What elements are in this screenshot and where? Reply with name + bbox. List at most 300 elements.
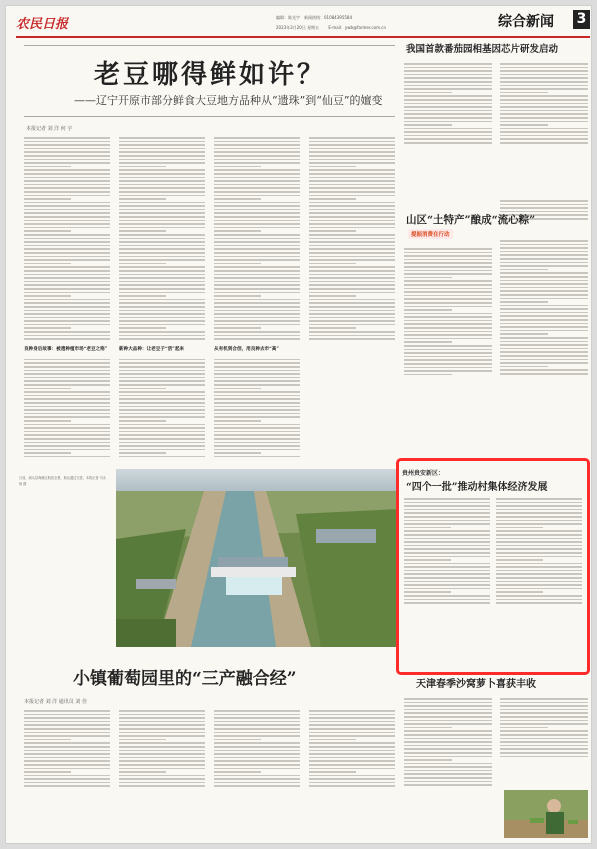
text-line — [214, 205, 300, 207]
text-line — [500, 741, 588, 743]
text-line — [309, 775, 395, 777]
text-line — [24, 724, 110, 726]
text-line — [119, 191, 205, 193]
text-line — [500, 251, 588, 253]
text-line — [24, 710, 110, 712]
lead-subhead-2: 新种大品种：让老豆子“活”起来 — [119, 346, 185, 352]
text-line — [119, 148, 205, 150]
text-line — [500, 240, 588, 242]
text-line — [309, 245, 395, 247]
text-line — [404, 784, 492, 786]
text-line — [214, 395, 300, 397]
text-line — [119, 714, 205, 716]
text-line — [214, 324, 300, 326]
body-text — [404, 248, 492, 375]
text-line — [24, 370, 110, 372]
text-line — [119, 263, 166, 265]
text-line — [404, 128, 492, 130]
text-line — [500, 276, 588, 278]
chip-column-1 — [404, 61, 492, 191]
text-line — [24, 764, 110, 766]
text-line — [404, 288, 492, 290]
text-line — [309, 327, 356, 329]
text-line — [500, 723, 588, 725]
tianjin-column-2 — [500, 696, 588, 796]
text-line — [119, 209, 205, 211]
text-line — [214, 169, 300, 171]
text-line — [404, 723, 492, 725]
text-line — [24, 173, 110, 175]
text-line — [404, 756, 492, 758]
text-line — [119, 391, 205, 393]
text-line — [24, 155, 110, 157]
canal-aerial-photo — [116, 469, 399, 647]
text-line — [500, 716, 588, 718]
text-line — [24, 259, 110, 261]
text-line — [500, 63, 588, 65]
masthead-email: E-mail：ywb@farmer.com.cn — [328, 25, 386, 30]
text-line — [24, 377, 110, 379]
text-line — [309, 277, 395, 279]
text-line — [500, 254, 588, 256]
tianjin-column-1 — [404, 696, 492, 838]
text-line — [309, 184, 395, 186]
text-line — [309, 335, 395, 337]
body-text — [500, 240, 588, 375]
text-line — [500, 110, 588, 112]
text-line — [214, 739, 261, 741]
text-line — [119, 427, 205, 429]
text-line — [309, 728, 395, 730]
text-line — [309, 281, 395, 283]
text-line — [500, 330, 588, 332]
text-line — [119, 377, 205, 379]
text-line — [404, 99, 492, 101]
text-line — [214, 735, 300, 737]
text-line — [214, 714, 300, 716]
mountain-title: 山区“土特产”酿成“流心粽” — [406, 214, 536, 226]
text-line — [24, 409, 110, 411]
text-line — [309, 313, 395, 315]
text-line — [500, 301, 548, 303]
text-line — [214, 137, 300, 139]
text-line — [214, 380, 300, 382]
text-line — [214, 274, 300, 276]
tianjin-article — [404, 678, 590, 840]
text-line — [214, 409, 300, 411]
text-line — [119, 284, 205, 286]
text-line — [500, 712, 588, 714]
text-line — [214, 728, 300, 730]
text-line — [119, 252, 205, 254]
text-line — [309, 177, 395, 179]
text-line — [214, 284, 300, 286]
lead-title: 老豆哪得鲜如许？ — [94, 60, 327, 90]
text-line — [404, 298, 492, 300]
text-line — [500, 720, 588, 722]
text-line — [404, 712, 492, 714]
text-line — [24, 768, 110, 770]
text-line — [404, 327, 492, 329]
text-line — [214, 445, 300, 447]
text-line — [309, 155, 395, 157]
text-line — [24, 212, 110, 214]
text-line — [404, 316, 492, 318]
text-line — [500, 702, 588, 704]
text-line — [24, 184, 110, 186]
text-line — [309, 270, 395, 272]
text-line — [404, 356, 492, 358]
text-line — [119, 445, 205, 447]
text-line — [24, 384, 110, 386]
body-text — [500, 698, 588, 757]
text-line — [24, 177, 110, 179]
text-line — [24, 760, 110, 762]
photo-caption: 日前，洞头县海港区航拍全景，航运通过完善。本报记者 马永桢 摄 — [19, 476, 107, 486]
text-line — [500, 344, 588, 346]
text-line — [404, 138, 492, 140]
text-line — [309, 159, 395, 161]
text-line — [119, 313, 205, 315]
text-line — [24, 402, 110, 404]
text-line — [214, 331, 300, 333]
text-line — [214, 753, 300, 755]
text-line — [24, 434, 110, 436]
text-line — [119, 327, 166, 329]
text-line — [309, 205, 395, 207]
text-line — [500, 207, 588, 209]
text-line — [24, 445, 110, 447]
text-line — [500, 81, 588, 83]
text-line — [309, 739, 356, 741]
text-line — [404, 270, 492, 272]
text-line — [24, 778, 110, 780]
text-line — [24, 159, 110, 161]
text-line — [404, 252, 492, 254]
section-name: 综合新闻 — [498, 14, 554, 30]
text-line — [404, 295, 492, 297]
text-line — [309, 746, 395, 748]
text-line — [24, 180, 110, 182]
text-line — [500, 204, 588, 206]
text-line — [24, 162, 110, 164]
bottom-article — [18, 656, 401, 841]
text-line — [309, 753, 395, 755]
text-line — [119, 434, 205, 436]
text-line — [500, 734, 588, 736]
text-line — [309, 169, 395, 171]
text-line — [119, 310, 205, 312]
text-line — [119, 270, 205, 272]
text-line — [309, 187, 395, 189]
text-line — [404, 63, 492, 65]
text-line — [119, 223, 205, 225]
text-line — [500, 745, 588, 747]
text-line — [214, 338, 300, 340]
text-line — [214, 245, 300, 247]
text-line — [24, 256, 110, 258]
text-line — [500, 351, 588, 353]
text-line — [500, 106, 588, 108]
mountain-article — [404, 198, 590, 453]
text-line — [309, 284, 395, 286]
text-line — [404, 734, 492, 736]
text-line — [404, 81, 492, 83]
text-line — [214, 227, 300, 229]
text-line — [119, 753, 205, 755]
text-line — [119, 760, 205, 762]
text-line — [309, 764, 395, 766]
text-line — [24, 238, 110, 240]
text-line — [24, 317, 110, 319]
text-line — [214, 310, 300, 312]
text-line — [24, 398, 110, 400]
text-line — [24, 169, 110, 171]
text-line — [119, 169, 205, 171]
text-line — [309, 306, 395, 308]
text-line — [119, 380, 205, 382]
text-line — [404, 255, 492, 257]
text-line — [309, 310, 395, 312]
text-line — [24, 216, 110, 218]
text-line — [500, 200, 588, 202]
text-line — [119, 195, 205, 197]
text-line — [24, 306, 110, 308]
text-line — [309, 137, 395, 139]
text-line — [500, 290, 588, 292]
text-line — [500, 280, 588, 282]
text-line — [24, 288, 110, 290]
text-line — [404, 113, 492, 115]
text-line — [119, 162, 205, 164]
lead-article — [18, 43, 401, 463]
body-text — [309, 137, 395, 340]
text-line — [404, 338, 492, 340]
text-line — [309, 252, 395, 254]
text-line — [404, 766, 492, 768]
lead-byline: 本报记者 刘 洋 何 宇 — [26, 126, 73, 132]
text-line — [24, 245, 110, 247]
text-line — [500, 142, 588, 144]
text-line — [214, 760, 300, 762]
text-line — [24, 449, 110, 451]
text-line — [214, 180, 300, 182]
body-text — [214, 359, 300, 457]
text-line — [214, 159, 300, 161]
text-line — [309, 266, 395, 268]
bottom-column-4 — [309, 708, 395, 836]
masthead-date — [276, 25, 386, 31]
text-line — [24, 373, 110, 375]
text-line — [119, 144, 205, 146]
text-line — [309, 227, 395, 229]
text-line — [119, 431, 205, 433]
text-line — [24, 728, 110, 730]
text-line — [500, 359, 588, 361]
text-line — [214, 721, 300, 723]
text-line — [214, 370, 300, 372]
text-line — [214, 420, 261, 422]
text-line — [309, 263, 356, 265]
text-line — [214, 431, 300, 433]
text-line — [119, 359, 205, 361]
text-line — [119, 141, 205, 143]
text-line — [119, 424, 205, 426]
text-line — [309, 710, 395, 712]
text-line — [119, 256, 205, 258]
text-line — [214, 259, 300, 261]
text-line — [119, 324, 205, 326]
text-line — [404, 781, 492, 783]
text-line — [119, 366, 205, 368]
text-line — [214, 782, 300, 784]
text-line — [24, 785, 110, 787]
text-line — [500, 283, 588, 285]
body-text — [309, 710, 395, 787]
text-line — [119, 177, 205, 179]
text-line — [214, 263, 261, 265]
text-line — [24, 299, 110, 301]
text-line — [404, 273, 492, 275]
text-line — [24, 230, 71, 232]
text-line — [119, 395, 205, 397]
text-line — [500, 269, 548, 271]
text-line — [214, 377, 300, 379]
text-line — [119, 338, 205, 340]
text-line — [404, 117, 492, 119]
text-line — [214, 742, 300, 744]
text-line — [404, 67, 492, 69]
text-line — [214, 144, 300, 146]
text-line — [404, 142, 492, 144]
text-line — [500, 305, 588, 307]
text-line — [24, 292, 110, 294]
text-line — [500, 95, 588, 97]
text-line — [119, 331, 205, 333]
lead-column-3 — [214, 135, 300, 457]
text-line — [309, 714, 395, 716]
text-line — [500, 333, 548, 335]
text-line — [24, 388, 71, 390]
text-line — [500, 135, 588, 137]
text-line — [214, 223, 300, 225]
text-line — [119, 295, 166, 297]
text-line — [24, 438, 110, 440]
text-line — [24, 166, 71, 168]
text-line — [24, 416, 110, 418]
text-line — [404, 309, 452, 311]
text-line — [309, 302, 395, 304]
text-line — [119, 299, 205, 301]
text-line — [24, 753, 110, 755]
text-line — [500, 244, 588, 246]
text-line — [214, 270, 300, 272]
text-line — [214, 438, 300, 440]
text-line — [404, 277, 452, 279]
text-line — [309, 195, 395, 197]
text-line — [214, 771, 261, 773]
text-line — [119, 728, 205, 730]
text-line — [214, 768, 300, 770]
text-line — [309, 234, 395, 236]
text-line — [24, 205, 110, 207]
text-line — [309, 248, 395, 250]
text-line — [500, 258, 588, 260]
text-line — [119, 413, 205, 415]
text-line — [500, 287, 588, 289]
guian-title: “四个一批”推动村集体经济发展 — [406, 482, 548, 493]
text-line — [404, 759, 452, 761]
text-line — [119, 764, 205, 766]
bottom-column-1 — [24, 708, 110, 836]
text-line — [119, 370, 205, 372]
text-line — [24, 209, 110, 211]
text-line — [404, 131, 492, 133]
text-line — [500, 738, 588, 740]
text-line — [404, 266, 492, 268]
text-line — [404, 752, 492, 754]
text-line — [214, 406, 300, 408]
radish-harvest-photo — [504, 790, 588, 838]
text-line — [24, 757, 110, 759]
text-line — [24, 721, 110, 723]
text-line — [119, 771, 166, 773]
text-line — [24, 263, 71, 265]
text-line — [24, 427, 110, 429]
lead-subhead-1: 良种身后故事：被遗种植市场“老豆之殇” — [24, 346, 108, 352]
text-line — [309, 742, 395, 744]
text-line — [24, 391, 110, 393]
body-text — [119, 359, 205, 457]
text-line — [309, 223, 395, 225]
text-line — [24, 714, 110, 716]
text-line — [500, 355, 588, 357]
chip-column-2 — [500, 61, 588, 191]
text-line — [214, 234, 300, 236]
text-line — [404, 370, 492, 372]
text-line — [500, 131, 588, 133]
text-line — [119, 317, 205, 319]
text-line — [214, 151, 300, 153]
text-line — [309, 338, 395, 340]
text-line — [309, 241, 395, 243]
text-line — [500, 128, 588, 130]
text-line — [214, 366, 300, 368]
text-line — [24, 198, 71, 200]
text-line — [214, 746, 300, 748]
text-line — [214, 320, 300, 322]
text-line — [500, 117, 588, 119]
text-line — [214, 248, 300, 250]
text-line — [309, 324, 395, 326]
text-line — [309, 173, 395, 175]
text-line — [24, 141, 110, 143]
text-line — [24, 144, 110, 146]
body-text — [404, 63, 492, 144]
text-line — [24, 270, 110, 272]
text-line — [119, 198, 166, 200]
text-line — [214, 750, 300, 752]
text-line — [500, 99, 588, 101]
text-line — [309, 320, 395, 322]
text-line — [404, 313, 492, 315]
text-line — [119, 742, 205, 744]
text-line — [500, 247, 588, 249]
text-line — [119, 227, 205, 229]
text-line — [500, 341, 588, 343]
lead-subtitle: ——辽宁开原市部分鲜食大豆地方品种从“遗珠”到“仙豆”的嬗变 — [74, 94, 383, 107]
text-line — [214, 402, 300, 404]
